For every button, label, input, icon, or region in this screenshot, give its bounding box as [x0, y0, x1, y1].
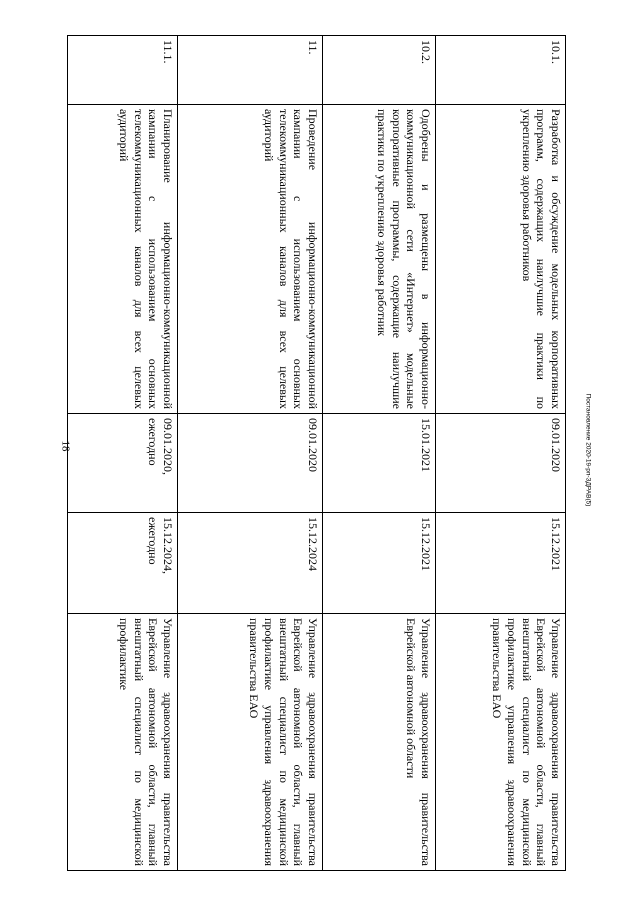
responsible: Управление здравоохранения правительства Еврейской автономной области — [323, 614, 436, 871]
item-number: 11. — [178, 36, 323, 105]
end-date: 15.12.2021 — [323, 513, 436, 614]
end-date — [68, 513, 178, 614]
start-date — [68, 414, 178, 513]
item-description: Разработка и обсуждение модельных корпоративных программ, содержащих наилучшие практики по укреплению здоровья работников — [436, 105, 566, 414]
end-date-frequency: ежегодно — [146, 517, 161, 565]
item-number: 10.1. — [436, 36, 566, 105]
item-number: 11.1. — [68, 36, 178, 105]
table-row — [323, 36, 436, 871]
start-date: 15.01.2021 — [323, 414, 436, 513]
table-row — [68, 36, 178, 871]
rotated-table-container — [76, 35, 566, 866]
end-date-value: 15.12.2024, — [161, 517, 175, 574]
table-row — [436, 36, 566, 871]
start-date: 09.01.2020 — [178, 414, 323, 513]
start-date-value: 09.01.2020, — [161, 418, 175, 475]
responsible: Управление здравоохранения правительства Еврейской автономной области, главный внештатный специалист по медицинской профилактике управления здравоохранения правительства ЕАО — [178, 614, 323, 871]
document-stamp: Постановление 2020-19-рп-ЗДРАВ(5) — [584, 393, 592, 507]
end-date: 15.12.2024 — [178, 513, 323, 614]
activities-table — [67, 35, 566, 871]
start-date-frequency: ежегодно — [146, 418, 161, 466]
responsible: Управление здравоохранения правительства Еврейской автономной области, главный внештатный специалист по медицинской профилактике — [68, 614, 178, 871]
end-date: 15.12.2021 — [436, 513, 566, 614]
item-number: 10.2. — [323, 36, 436, 105]
page-number: 18 — [59, 440, 72, 452]
item-description: Проведение информационно-коммуникационной кампании с использованием основных телекоммуникационных каналов для всех целевых аудиторий — [178, 105, 323, 414]
item-description: Одобрены и размещены в информационно-коммуникационной сети «Интернет» модельные корпоративные программы, содержащие наилучшие практики по укреплению здоровья работник — [323, 105, 436, 414]
item-description: Планирование информационно-коммуникационной кампании с использованием основных телекоммуникационных каналов для всех целевых аудиторий — [68, 105, 178, 414]
table-row — [178, 36, 323, 871]
responsible: Управление здравоохранения правительства Еврейской автономной области, главный внештатный специалист по медицинской профилактике управления здравоохранения правительства ЕАО — [436, 614, 566, 871]
start-date: 09.01.2020 — [436, 414, 566, 513]
